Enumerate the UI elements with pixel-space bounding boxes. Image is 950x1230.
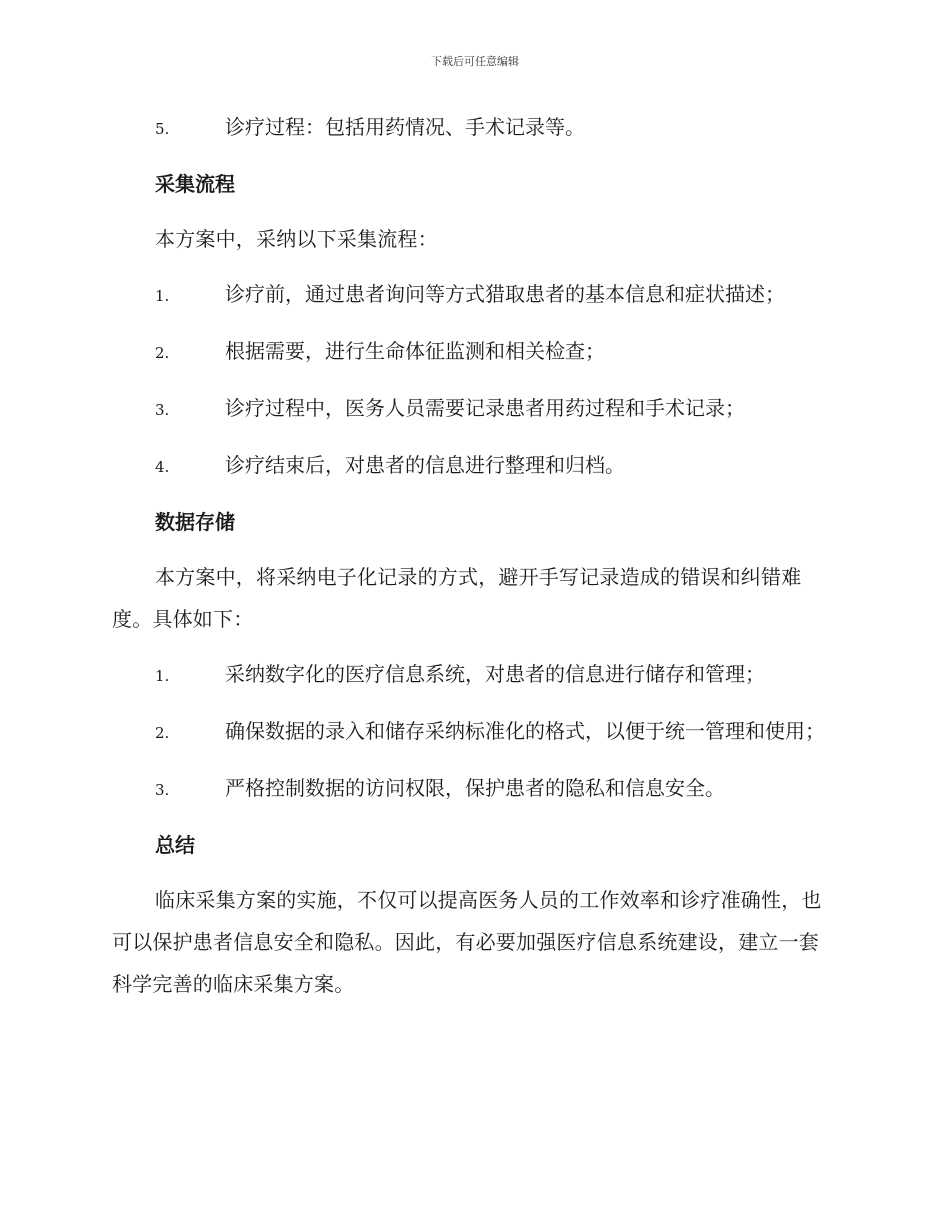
list-item [112,273,837,317]
section-heading-summary: 总结 [155,833,195,857]
list-item [112,653,837,697]
summary-body: 临床采集方案的实施，不仅可以提高医务人员的工作效率和诊疗准确性，也可以保护患者信息安全和隐私。因此，有必要加强医疗信息系统建设，建立一套科学完善的临床采集方案。 [112,888,822,996]
page-header: 下载后可任意编辑 [431,55,519,68]
list-item-text: 诊疗过程中，医务人员需要记录患者用药过程和手术记录； [225,396,745,420]
list-item-number: 1. [155,287,170,305]
list-item [112,106,837,150]
document-body [112,106,837,1018]
section-heading-collection: 采集流程 [155,172,235,196]
list-item [112,387,837,431]
list-item-number: 1. [155,667,170,685]
list-item-text: 根据需要，进行生命体征监测和相关检查； [225,339,605,363]
list-item [112,444,837,488]
list-item-text: 诊疗过程：包括用药情况、手术记录等。 [225,115,585,139]
list-item-text: 诊疗前，通过患者询问等方式猎取患者的基本信息和症状描述； [225,282,785,306]
list-item-text: 采纳数字化的医疗信息系统，对患者的信息进行储存和管理； [225,662,765,686]
section-heading-storage: 数据存储 [155,510,235,534]
collection-intro: 本方案中，采纳以下采集流程： [155,227,438,251]
list-item [112,767,837,811]
list-item-text: 诊疗结束后，对患者的信息进行整理和归档。 [225,453,625,477]
list-item-text: 严格控制数据的访问权限，保护患者的隐私和信息安全。 [225,776,725,800]
list-item [112,710,837,754]
list-item-number: 2. [155,724,170,742]
list-item-number: 3. [155,781,170,799]
list-item-number: 4. [155,458,170,476]
list-item-text: 确保数据的录入和储存采纳标准化的格式，以便于统一管理和使用； [225,719,825,743]
list-item-number: 3. [155,401,170,419]
list-item-number: 5. [155,120,170,138]
list-item [112,330,837,374]
list-item-number: 2. [155,344,170,362]
storage-intro: 本方案中，将采纳电子化记录的方式，避开手写记录造成的错误和纠错难度。具体如下： [112,565,802,631]
